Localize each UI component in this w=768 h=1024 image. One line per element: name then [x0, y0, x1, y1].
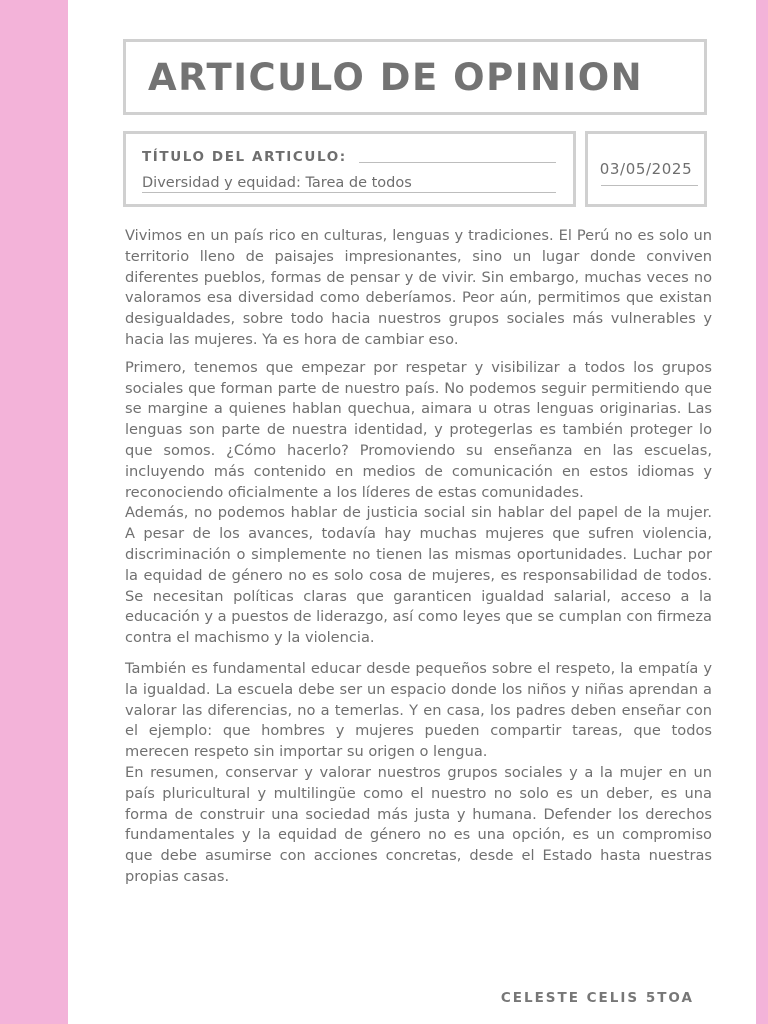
article-title-value: Diversidad y equidad: Tarea de todos	[142, 175, 412, 191]
author-name: CELESTE CELIS 5TOA	[500, 990, 694, 1006]
title-box	[123, 39, 707, 115]
date-underline	[601, 185, 698, 186]
article-date: 03/05/2025	[599, 160, 693, 178]
label-underline	[359, 162, 556, 163]
paragraph-2: Primero, tenemos que empezar por respetar y visibilizar a todos los grupos sociales que forman parte de nuestro país. No podemos seguir permitiendo que se margine a quienes hablan quechua, aimara u otras lenguas originarias. Las lenguas son parte de nuestra identidad, y protegerlas es también proteger lo que somos. ¿Cómo hacerlo? Promoviendo su enseñanza en las escuelas, incluyendo más contenido en medios de comunicación en estos idiomas y reconociendo oficialmente a los líderes de estas comunidades.	[125, 358, 712, 501]
paragraph-3: Además, no podemos hablar de justicia social sin hablar del papel de la mujer. A pesar de los avances, todavía hay muchas mujeres que sufren violencia, discriminación o simplemente no tienen las mismas oportunidades. Luchar por la equidad de género no es solo cosa de mujeres, es responsabilidad de todos. Se necesitan políticas claras que garanticen igualdad salarial, acceso a la educación y a puestos de liderazgo, así como leyes que se cumplan con firmeza contra el machismo y la violencia.	[125, 504, 712, 647]
article-title-box	[123, 131, 576, 207]
date-box	[585, 131, 707, 207]
paragraph-5: En resumen, conservar y valorar nuestros grupos sociales y a la mujer en un país pluricultural y multilingüe como el nuestro no solo es un deber, es una forma de construir una sociedad más justa y humana. Defender los derechos fundamentales y la equidad de género no es una opción, es un compromiso que debe asumirse con acciones concretas, desde el Estado hasta nuestras propias casas.	[125, 763, 712, 885]
paragraph-1: Vivimos en un país rico en culturas, lenguas y tradiciones. El Perú no es solo un territorio lleno de paisajes impresionantes, sino un lugar donde conviven diferentes pueblos, formas de pensar y de vivir. Sin embargo, muchas veces no valoramos esa diversidad como deberíamos. Peor aún, permitimos que existan desigualdades, sobre todo hacia nuestros grupos sociales más vulnerables y hacia las mujeres. Ya es hora de cambiar eso.	[125, 227, 712, 348]
document-page	[68, 0, 756, 1024]
page-title: ARTICULO DE OPINION	[148, 56, 644, 99]
title-underline	[142, 192, 556, 193]
paragraph-4: También es fundamental educar desde pequeños sobre el respeto, la empatía y la igualdad. La escuela debe ser un espacio donde los niños y niñas aprendan a valorar las diferencias, no a temerlas. Y en casa, los padres deben enseñar con el ejemplo: que hombres y mujeres pueden compartir tareas, que todos merecen respeto sin importar su origen o lengua.	[125, 659, 712, 761]
article-body	[125, 226, 712, 888]
article-title-label: TÍTULO DEL ARTICULO:	[142, 149, 347, 165]
